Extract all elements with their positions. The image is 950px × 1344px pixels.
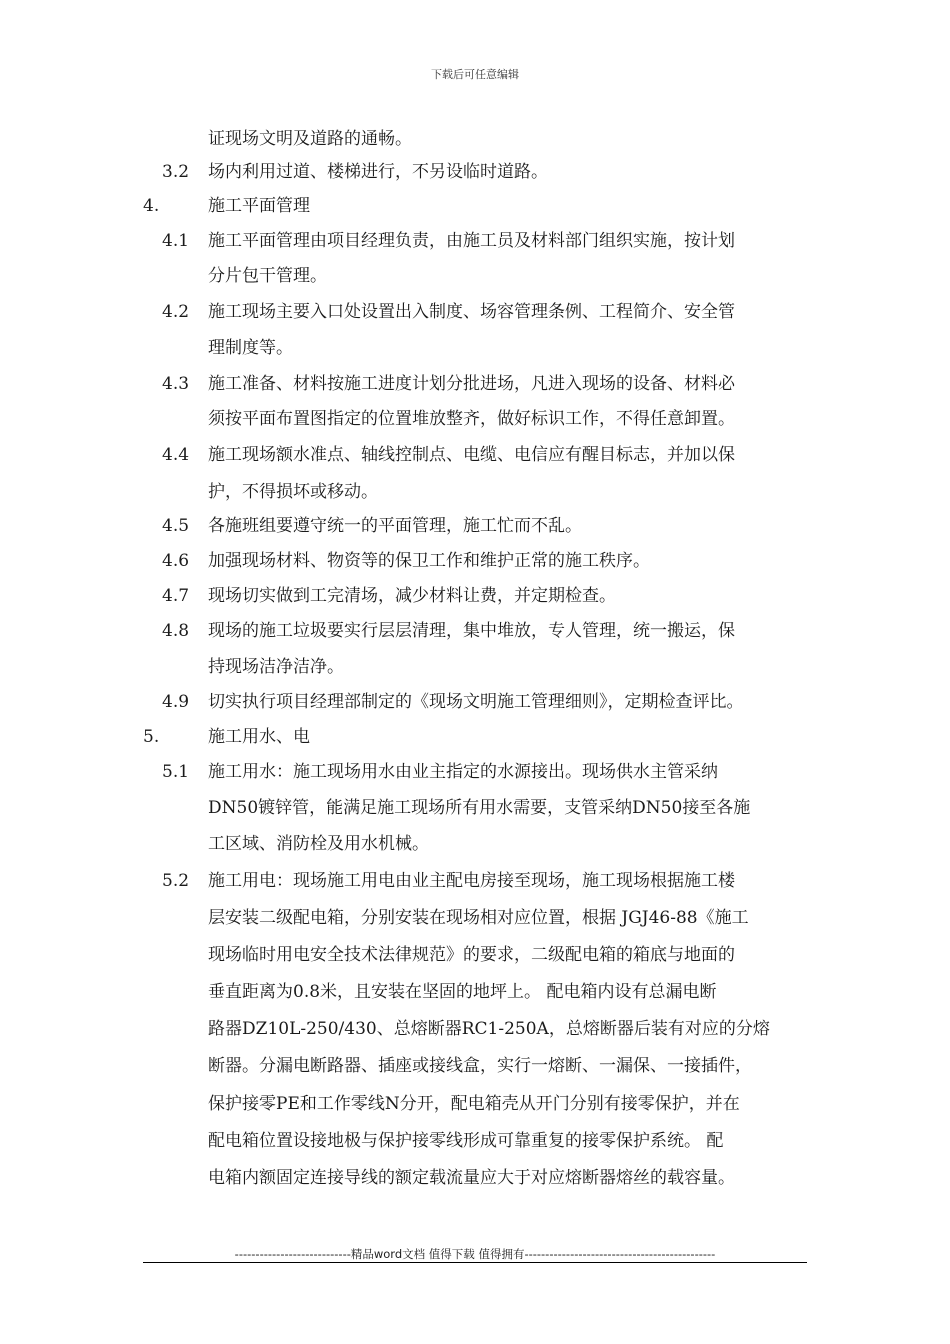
item-number: 4.3 [162,374,190,394]
header-note: 下载后可任意编辑 [431,68,519,81]
body-line: 理制度等。 [208,338,293,358]
item-number: 5.2 [162,871,190,891]
body-line: 3.2 场内利用过道、楼梯进行，不另设临时道路。 [162,162,548,182]
body-line: 4.3 施工准备、材料按施工进度计划分批进场，凡进入现场的设备、材料必 [162,374,735,394]
body-line: 现场临时用电安全技术法律规范》的要求，二级配电箱的箱底与地面的 [208,945,735,965]
body-line: 5.1 施工用水：施工现场用水由业主指定的水源接出。现场供水主管采纳 [162,762,718,782]
section-heading: 4. 施工平面管理 [143,196,310,216]
footer-watermark-text: ----------------------------精品word文档 值得下载 值得拥有---------------------------------------------- [234,1247,716,1261]
body-line: 4.4 施工现场额水准点、轴线控制点、电缆、电信应有醒目标志，并加以保 [162,445,735,465]
body-line: 4.2 施工现场主要入口处设置出入制度、场容管理条例、工程简介、安全管 [162,302,735,322]
item-number: 4.7 [162,586,190,606]
body-line: 护，不得损坏或移动。 [208,482,378,502]
body-line: 路器DZ10L-250/430、总熔断器RC1-250A，总熔断器后装有对应的分熔 [208,1019,770,1039]
body-line: 断器。分漏电断路器、插座或接线盒，实行一熔断、一漏保、一接插件， [208,1056,752,1076]
footer-divider [143,1262,807,1263]
section-number: 5. [143,727,160,747]
body-line: DN50镀锌管，能满足施工现场所有用水需要，支管采纳DN50接至各施 [208,798,751,818]
body-line: 须按平面布置图指定的位置堆放整齐，做好标识工作，不得任意卸置。 [208,409,735,429]
item-number: 4.4 [162,445,190,465]
body-line: 4.5 各施班组要遵守统一的平面管理，施工忙而不乱。 [162,516,582,536]
body-line: 垂直距离为0.8米，且安装在坚固的地坪上。 配电箱内设有总漏电断 [208,982,717,1002]
body-line: 持现场洁净洁净。 [208,657,344,677]
body-line: 4.1 施工平面管理由项目经理负责，由施工员及材料部门组织实施，按计划 [162,231,735,251]
body-line: 4.7 现场切实做到工完清场，减少材料让费，并定期检查。 [162,586,616,606]
body-line: 分片包干管理。 [208,266,327,286]
body-line: 工区域、消防栓及用水机械。 [208,834,429,854]
item-number: 4.5 [162,516,190,536]
body-line: 4.8 现场的施工垃圾要实行层层清理，集中堆放，专人管理，统一搬运，保 [162,621,735,641]
body-line: 4.6 加强现场材料、物资等的保卫工作和维护正常的施工秩序。 [162,551,650,571]
item-number: 4.6 [162,551,190,571]
item-number: 3.2 [162,162,190,182]
body-line: 证现场文明及道路的通畅。 [208,129,412,149]
body-line: 层安装二级配电箱，分别安装在现场相对应位置，根据 JGJ46-88《施工 [208,908,749,928]
body-line: 电箱内额固定连接导线的额定载流量应大于对应熔断器熔丝的载容量。 [208,1168,735,1188]
section-heading: 5. 施工用水、电 [143,727,310,747]
item-number: 4.2 [162,302,190,322]
item-number: 4.8 [162,621,190,641]
body-line: 配电箱位置设接地极与保护接零线形成可靠重复的接零保护系统。 配 [208,1131,724,1151]
body-line: 4.9 切实执行项目经理部制定的《现场文明施工管理细则》，定期检查评比。 [162,692,744,712]
item-number: 4.1 [162,231,190,251]
item-number: 4.9 [162,692,190,712]
body-line: 保护接零PE和工作零线N分开，配电箱壳从开门分别有接零保护，并在 [208,1094,740,1114]
section-number: 4. [143,196,160,216]
body-line: 5.2 施工用电：现场施工用电由业主配电房接至现场，施工现场根据施工楼 [162,871,735,891]
item-number: 5.1 [162,762,190,782]
